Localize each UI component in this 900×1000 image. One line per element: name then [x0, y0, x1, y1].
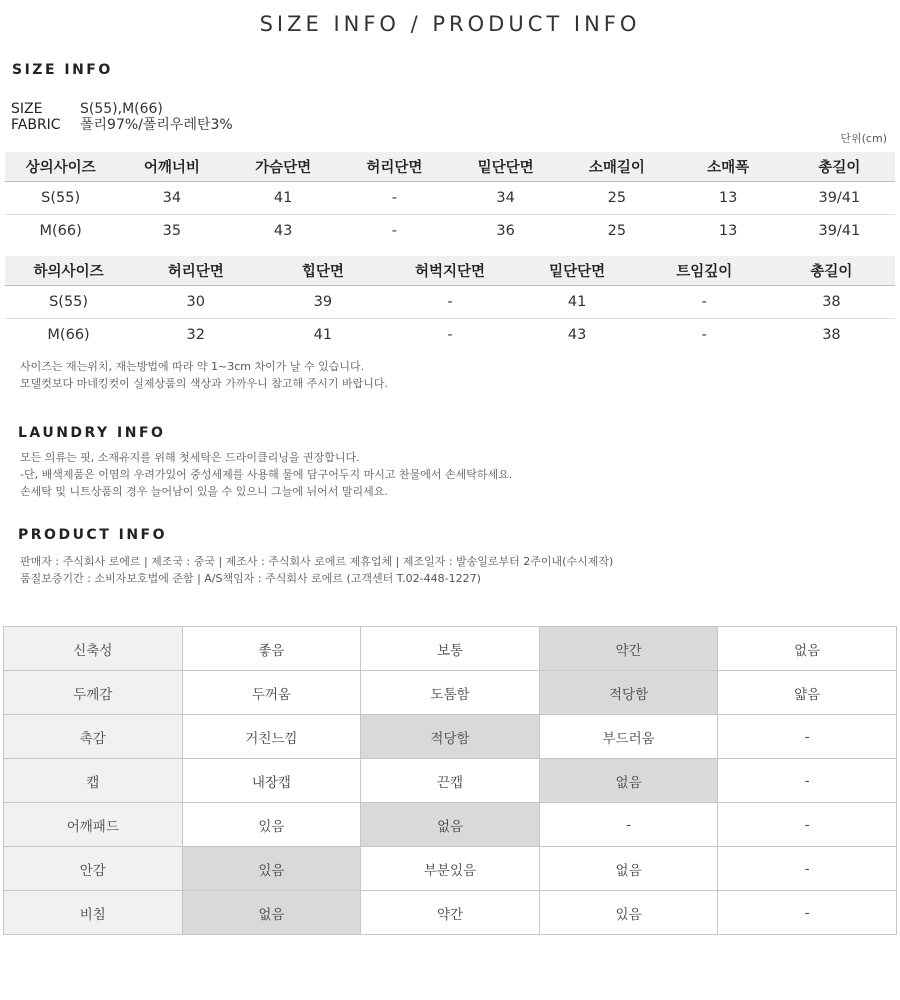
evaluation-option: 내장캡 — [182, 759, 361, 803]
table-row — [4, 759, 897, 803]
evaluation-option: - — [718, 759, 897, 803]
size-label: SIZE — [11, 101, 43, 117]
evaluation-option: - — [718, 847, 897, 891]
table-cell: 34 — [450, 182, 561, 215]
evaluation-option: 없음 — [539, 847, 718, 891]
size-note-line: 모델컷보다 마네킹컷이 실제상품의 색상과 가까우니 참고해 주시기 바랍니다. — [20, 377, 389, 390]
laundry-line: -단, 배색제품은 이염의 우려가있어 중성세제를 사용해 물에 담구어두지 마시고 찬물에서 손세탁하세요. — [20, 468, 513, 481]
table-cell: 35 — [162, 223, 182, 239]
evaluation-option-selected: 없음 — [539, 759, 718, 803]
table-cell: 41 — [514, 286, 641, 319]
bottom-table-header — [5, 256, 895, 286]
fabric-value: 폴리97%/폴리우레탄3% — [80, 117, 233, 133]
laundry-line: 모든 의류는 핏, 소재유지를 위해 첫세탁은 드라이클리닝을 권장합니다. — [20, 451, 360, 464]
size-note-line: 사이즈는 재는위치, 재는방법에 따라 약 1~3cm 차이가 날 수 있습니다. — [20, 360, 365, 373]
evaluation-option: - — [718, 803, 897, 847]
evaluation-option: 없음 — [718, 627, 897, 671]
table-cell: 41 — [228, 182, 339, 215]
table-cell: 38 — [822, 327, 841, 343]
table-row — [5, 286, 895, 319]
column-header: 밑단단면 — [514, 256, 641, 286]
evaluation-option: 도톰함 — [361, 671, 540, 715]
table-cell: 25 — [561, 182, 672, 215]
evaluation-option-selected: 적당함 — [361, 715, 540, 759]
product-info-heading: PRODUCT INFO — [18, 527, 168, 543]
table-cell: - — [447, 327, 453, 343]
column-header: 총길이 — [784, 152, 895, 182]
column-header: 소매길이 — [561, 152, 672, 182]
table-cell: 13 — [673, 182, 784, 215]
laundry-line: 손세탁 및 니트상품의 경우 늘어남이 있을 수 있으니 그늘에 뉘어서 말리세요. — [20, 485, 388, 498]
top-size-table — [5, 152, 895, 247]
table-cell: - — [641, 286, 768, 319]
table-cell: 43 — [273, 223, 293, 239]
table-row — [4, 627, 897, 671]
evaluation-option: 있음 — [539, 891, 718, 935]
product-info-text — [20, 553, 613, 587]
table-cell: 25 — [607, 223, 627, 239]
evaluation-option: 끈캡 — [361, 759, 540, 803]
table-cell: - — [386, 286, 513, 319]
column-header: 소매폭 — [673, 152, 784, 182]
table-cell: M(66) — [47, 327, 90, 343]
column-header: 어깨너비 — [116, 152, 227, 182]
evaluation-option: 얇음 — [718, 671, 897, 715]
column-header: 가슴단면 — [228, 152, 339, 182]
table-cell: 34 — [116, 182, 227, 215]
table-cell: 38 — [768, 286, 895, 319]
table-cell: 36 — [496, 223, 515, 239]
size-notes — [20, 358, 388, 392]
table-cell: S(55) — [5, 182, 116, 215]
table-cell: 41 — [313, 327, 333, 343]
table-cell: 30 — [132, 286, 259, 319]
column-header: 허리단면 — [339, 152, 450, 182]
column-header: 하의사이즈 — [5, 256, 132, 286]
evaluation-option: 있음 — [182, 803, 361, 847]
top-table-header — [5, 152, 895, 182]
table-cell: S(55) — [5, 286, 132, 319]
table-cell: 39 — [259, 286, 386, 319]
size-info-heading: SIZE INFO — [12, 62, 113, 78]
evaluation-category: 어깨패드 — [4, 803, 183, 847]
evaluation-option-selected: 없음 — [182, 891, 361, 935]
table-cell: - — [339, 182, 450, 215]
table-row — [4, 715, 897, 759]
laundry-info-text — [20, 449, 512, 500]
evaluation-option-selected: 없음 — [361, 803, 540, 847]
column-header: 힙단면 — [259, 256, 386, 286]
table-cell: 43 — [567, 327, 587, 343]
table-row — [4, 671, 897, 715]
table-cell: M(66) — [39, 223, 82, 239]
evaluation-option: 약간 — [361, 891, 540, 935]
table-row — [5, 182, 895, 215]
evaluation-category: 두께감 — [4, 671, 183, 715]
evaluation-option-selected: 약간 — [539, 627, 718, 671]
evaluation-option-selected: 있음 — [182, 847, 361, 891]
size-value: S(55),M(66) — [80, 101, 163, 117]
evaluation-category: 캡 — [4, 759, 183, 803]
column-header: 허벅지단면 — [386, 256, 513, 286]
evaluation-option: 좋음 — [182, 627, 361, 671]
column-header: 트임깊이 — [641, 256, 768, 286]
table-row — [4, 847, 897, 891]
fabric-label: FABRIC — [11, 117, 61, 133]
column-header: 상의사이즈 — [5, 152, 116, 182]
table-cell: 39/41 — [818, 223, 861, 239]
evaluation-option: - — [539, 803, 718, 847]
evaluation-option: - — [718, 891, 897, 935]
evaluation-option: 보통 — [361, 627, 540, 671]
table-cell: 13 — [718, 223, 738, 239]
evaluation-category: 신축성 — [4, 627, 183, 671]
table-cell: - — [701, 327, 707, 343]
column-header: 총길이 — [768, 256, 895, 286]
column-header: 밑단단면 — [450, 152, 561, 182]
fabric-evaluation-table — [3, 626, 897, 935]
table-row — [4, 803, 897, 847]
unit-label: 단위(cm) — [840, 132, 887, 145]
evaluation-option-selected: 적당함 — [539, 671, 718, 715]
evaluation-category: 비침 — [4, 891, 183, 935]
evaluation-option: - — [718, 715, 897, 759]
evaluation-option: 부드러움 — [539, 715, 718, 759]
table-row — [5, 215, 895, 248]
evaluation-option: 부분있음 — [361, 847, 540, 891]
laundry-info-heading: LAUNDRY INFO — [18, 425, 166, 441]
product-line: 품질보증기간 : 소비자보호법에 준함 | A/S책임자 : 주식회사 로에르 (고객센터 T.02-448-1227) — [20, 572, 481, 585]
table-cell: - — [391, 223, 397, 239]
table-cell: 39/41 — [784, 182, 895, 215]
table-row — [4, 891, 897, 935]
evaluation-category: 안감 — [4, 847, 183, 891]
evaluation-option: 거친느낌 — [182, 715, 361, 759]
evaluation-category: 촉감 — [4, 715, 183, 759]
table-cell: 32 — [186, 327, 205, 343]
column-header: 허리단면 — [132, 256, 259, 286]
product-line: 판매자 : 주식회사 로에르 | 제조국 : 중국 | 제조사 : 주식회사 로에르 제휴업체 | 제조일자 : 발송일로부터 2주이내(수시제작) — [20, 555, 614, 568]
page-title: SIZE INFO / PRODUCT INFO — [259, 12, 641, 36]
evaluation-option: 두꺼움 — [182, 671, 361, 715]
bottom-size-table — [5, 256, 895, 351]
table-row — [5, 319, 895, 352]
